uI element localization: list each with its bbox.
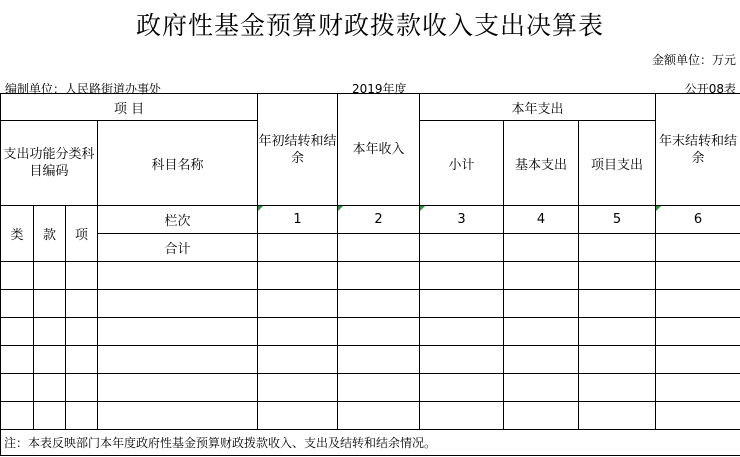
table-row <box>1 262 740 290</box>
compiling-unit: 编制单位：人民路街道办事处 <box>5 82 162 96</box>
table-cell <box>504 234 579 262</box>
column-index-label: 栏次 <box>98 206 258 234</box>
basic-expenditure-header: 基本支出 <box>504 121 579 206</box>
table-code: 公开08表 <box>684 82 736 96</box>
total-row-label: 合计 <box>98 234 258 262</box>
table-row <box>1 318 740 346</box>
end-balance-header: 年末结转和结余 <box>656 94 740 206</box>
table-cell <box>258 234 338 262</box>
current-year-expenditure-header: 本年支出 <box>420 94 656 121</box>
function-code-header: 支出功能分类科目编码 <box>1 121 98 206</box>
table-row <box>1 346 740 374</box>
table-row <box>1 402 740 430</box>
item-header: 项 目 <box>1 94 258 121</box>
column-number: 2 <box>338 206 420 234</box>
subtotal-header: 小计 <box>420 121 504 206</box>
project-expenditure-header: 项目支出 <box>579 121 656 206</box>
section-header: 款 <box>34 206 66 262</box>
item-code-header: 项 <box>66 206 98 262</box>
table-cell <box>338 234 420 262</box>
table-row <box>1 290 740 318</box>
category-header: 类 <box>1 206 34 262</box>
table-row <box>1 374 740 402</box>
column-number: 5 <box>579 206 656 234</box>
begin-balance-header: 年初结转和结余 <box>258 94 338 206</box>
table-cell <box>656 234 740 262</box>
subject-name-header: 科目名称 <box>98 121 258 206</box>
table-cell <box>420 234 504 262</box>
table-note: 注：本表反映部门本年度政府性基金预算财政拨款收入、支出及结转和结余情况。 <box>1 430 740 456</box>
column-number: 3 <box>420 206 504 234</box>
final-accounts-table <box>0 93 740 456</box>
column-number: 6 <box>656 206 740 234</box>
income-header: 本年收入 <box>338 94 420 206</box>
column-number: 4 <box>504 206 579 234</box>
fiscal-year: 2019年度 <box>352 82 407 96</box>
report-title: 政府性基金预算财政拨款收入支出决算表 <box>135 11 604 40</box>
amount-unit: 金额单位：万元 <box>651 53 736 67</box>
column-number: 1 <box>258 206 338 234</box>
table-cell <box>579 234 656 262</box>
